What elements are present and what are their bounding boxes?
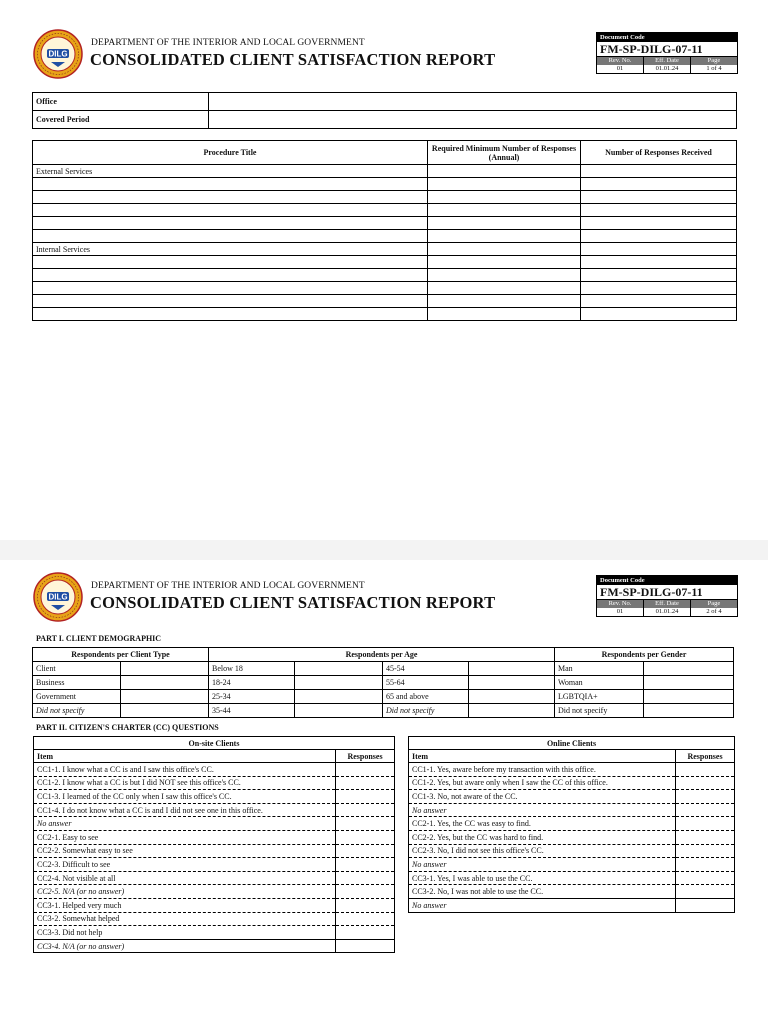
- col-client-type: Respondents per Client Type: [33, 648, 209, 662]
- report-title: CONSOLIDATED CLIENT SATISFACTION REPORT: [90, 50, 496, 69]
- online-title: Online Clients: [409, 737, 735, 750]
- logo-text: DILG: [48, 592, 68, 602]
- table-row: [33, 178, 737, 191]
- list-item: CC2-3. Difficult to see: [34, 858, 395, 872]
- table-row: [33, 256, 737, 269]
- doc-meta-values: 01 01.01.24 2 of 4: [597, 608, 737, 616]
- list-item: CC1-4. I do not know what a CC is and I did not see one in this office.: [34, 803, 395, 817]
- list-item: CC1-2. I know what a CC is but I did NOT see this office's CC.: [34, 776, 395, 790]
- document-code-box: [596, 32, 738, 74]
- list-item: No answer: [34, 817, 395, 831]
- list-item: CC3-1. Helped very much: [34, 898, 395, 912]
- doc-code: FM-SP-DILG-07-11: [597, 585, 737, 600]
- department-name: DEPARTMENT OF THE INTERIOR AND LOCAL GOVERNMENT: [91, 581, 365, 591]
- office-label: Office: [33, 93, 209, 111]
- demographic-table: Respondents per Client Type Respondents per Age Respondents per Gender Client Below 18 45-54 Man Business 18-24 55-64 Woman Government 25-34 65 and above LGBTQIA+ Did not specify 35-44 Did not specify Did not specify: [32, 647, 734, 718]
- table-row: [33, 269, 737, 282]
- list-item: CC1-3. I learned of the CC only when I saw this office's CC.: [34, 790, 395, 804]
- list-item: CC3-3. Did not help: [34, 926, 395, 940]
- list-item: CC2-3. No, I did not see this office's CC.: [409, 844, 735, 858]
- list-item: CC2-2. Yes, but the CC was hard to find.: [409, 830, 735, 844]
- table-row: [33, 282, 737, 295]
- table-row: [33, 191, 737, 204]
- procedure-table: [32, 140, 737, 321]
- dilg-logo-icon: [33, 572, 83, 622]
- col-gender: Respondents per Gender: [555, 648, 734, 662]
- onsite-title: On-site Clients: [34, 737, 395, 750]
- list-item: CC2-5. N/A (or no answer): [34, 885, 395, 899]
- office-info-table: [32, 92, 737, 129]
- list-item: CC2-2. Somewhat easy to see: [34, 844, 395, 858]
- list-item: No answer: [409, 898, 735, 912]
- doc-meta-labels: Rev. No. Eff. Date Page: [597, 57, 737, 65]
- col-age: Respondents per Age: [209, 648, 555, 662]
- covered-period-field[interactable]: [209, 111, 737, 129]
- list-item: No answer: [409, 803, 735, 817]
- part-one-heading: PART I. CLIENT DEMOGRAPHIC: [36, 634, 162, 643]
- col-responses-received: Number of Responses Received: [581, 141, 737, 165]
- table-row: [33, 295, 737, 308]
- covered-period-label: Covered Period: [33, 111, 209, 129]
- online-clients-table: Online Clients Item Responses CC1-1. Yes, aware before my transaction with this office. CC1-2. Yes, but aware only when I saw the CC of this office. CC1-3. No, not aware of the CC. No answer CC2-1. Yes, the CC was easy to find. CC2-2. Yes, but the CC was hard to find. CC2-3. No, I did not see this office's CC. No answer CC3-1. Yes, I was able to use the CC. CC3-2. No, I was not able to use the CC. No answer: [408, 736, 735, 913]
- part-two-heading: PART II. CITIZEN'S CHARTER (CC) QUESTIONS: [36, 723, 219, 732]
- list-item: CC2-1. Easy to see: [34, 830, 395, 844]
- department-name: DEPARTMENT OF THE INTERIOR AND LOCAL GOVERNMENT: [91, 38, 365, 48]
- page-two: [0, 560, 768, 1024]
- list-item: CC3-4. N/A (or no answer): [34, 939, 395, 953]
- doc-meta-values: 01 01.01.24 1 of 4: [597, 65, 737, 73]
- list-item: CC1-1. Yes, aware before my transaction with this office.: [409, 763, 735, 777]
- list-item: CC1-1. I know what a CC is and I saw this office's CC.: [34, 763, 395, 777]
- logo-text: DILG: [48, 49, 68, 59]
- doc-code: FM-SP-DILG-07-11: [597, 42, 737, 57]
- document-code-box: [596, 575, 738, 617]
- col-procedure-title: Procedure Title: [33, 141, 428, 165]
- table-row: [33, 230, 737, 243]
- list-item: CC3-2. No, I was not able to use the CC.: [409, 885, 735, 899]
- list-item: CC1-2. Yes, but aware only when I saw the CC of this office.: [409, 776, 735, 790]
- external-services-label: External Services: [33, 165, 428, 178]
- internal-services-label: Internal Services: [33, 243, 428, 256]
- col-required-responses: Required Minimum Number of Responses (Annual): [428, 141, 581, 165]
- list-item: CC2-4. Not visible at all: [34, 871, 395, 885]
- list-item: CC2-1. Yes, the CC was easy to find.: [409, 817, 735, 831]
- dilg-logo-icon: [33, 29, 83, 79]
- list-item: No answer: [409, 858, 735, 872]
- doc-code-label: Document Code: [597, 576, 737, 585]
- onsite-clients-table: On-site Clients Item Responses CC1-1. I know what a CC is and I saw this office's CC. CC1-2. I know what a CC is but I did NOT see this office's CC. CC1-3. I learned of the CC only when I saw this office's CC. CC1-4. I do not know what a CC is and I did not see one in this office. No answer CC2-1. Easy to see CC2-2. Somewhat easy to see CC2-3. Difficult to see CC2-4. Not visible at all CC2-5. N/A (or no answer) CC3-1. Helped very much CC3-2. Somewhat helped CC3-3. Did not help CC3-4. N/A (or no answer): [33, 736, 395, 953]
- doc-meta-labels: Rev. No. Eff. Date Page: [597, 600, 737, 608]
- table-row: [33, 204, 737, 217]
- table-row: [33, 308, 737, 321]
- list-item: CC3-1. Yes, I was able to use the CC.: [409, 871, 735, 885]
- report-title: CONSOLIDATED CLIENT SATISFACTION REPORT: [90, 593, 496, 612]
- office-field[interactable]: [209, 93, 737, 111]
- list-item: CC3-2. Somewhat helped: [34, 912, 395, 926]
- table-row: [33, 217, 737, 230]
- doc-code-label: Document Code: [597, 33, 737, 42]
- list-item: CC1-3. No, not aware of the CC.: [409, 790, 735, 804]
